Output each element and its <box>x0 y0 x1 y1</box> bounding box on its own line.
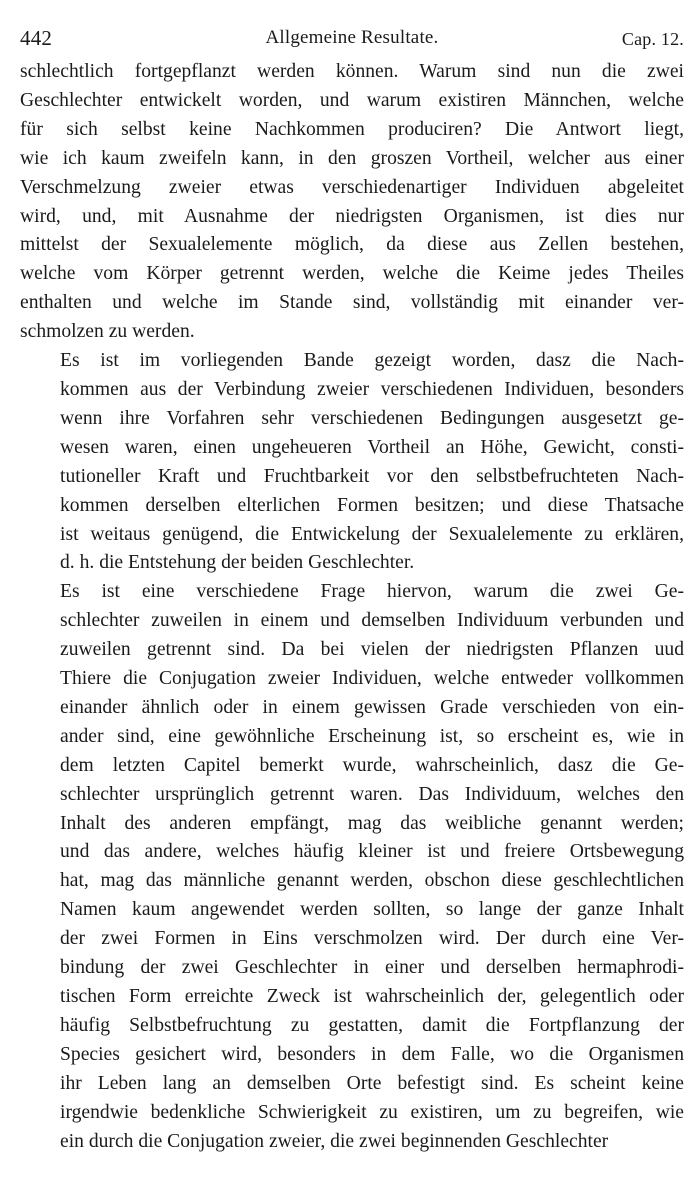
text-line: Es ist eine verschiedene Frage hiervon, warum die zwei Ge- <box>60 581 684 603</box>
text-line: Geschlechter entwickelt worden, und warum existiren Männchen, welche <box>20 89 684 111</box>
body-text <box>20 58 684 1156</box>
text-line: wenn ihre Vorfahren sehr verschiedenen Bedingungen ausgesetzt ge- <box>60 407 684 429</box>
text-line: wie ich kaum zweifeln kann, in den groszen Vortheil, welcher aus einer <box>20 147 684 169</box>
text-line: hat, mag das männliche genannt werden, obschon diese geschlechtlichen <box>60 870 684 892</box>
text-line: und das andere, welches häufig kleiner ist und freiere Ortsbewegung <box>60 841 684 863</box>
text-line: Verschmelzung zweier etwas verschiedenartiger Individuen abgeleitet <box>20 176 684 198</box>
page-number: 442 <box>20 26 53 50</box>
text-line: der zwei Formen in Eins verschmolzen wird. Der durch eine Ver- <box>60 928 684 950</box>
text-line: zuweilen getrennt sind. Da bei vielen der niedrigsten Pflanzen uud <box>60 639 684 661</box>
text-line: mittelst der Sexualelemente möglich, da diese aus Zellen bestehen, <box>20 234 684 256</box>
text-line: schlechter ursprünglich getrennt waren. Das Individuum, welches den <box>60 783 684 805</box>
book-page <box>20 24 684 1156</box>
paragraph <box>20 578 684 1156</box>
text-line: ein durch die Conjugation zweier, die zwei beginnenden Geschlechter <box>60 1130 609 1152</box>
text-line: tischen Form erreichte Zweck ist wahrscheinlich der, gelegentlich oder <box>60 986 684 1007</box>
text-line: ihr Leben lang an demselben Orte befestigt sind. Es scheint keine <box>60 1072 684 1094</box>
text-line: ander sind, eine gewöhnliche Erscheinung ist, so erscheint es, wie in <box>60 725 684 747</box>
text-line: dem letzten Capitel bemerkt wurde, wahrscheinlich, dasz die Ge- <box>60 754 684 776</box>
chapter-label: Cap. 12. <box>621 29 684 49</box>
text-line: schlechtlich fortgepflanzt werden können. Warum sind nun die zwei <box>20 61 684 82</box>
text-line: für sich selbst keine Nachkommen produciren? Die Antwort liegt, <box>20 118 684 140</box>
text-line: welche vom Körper getrennt werden, welche die Keime jedes Theiles <box>20 263 684 285</box>
text-line: Es ist im vorliegenden Bande gezeigt worden, dasz die Nach- <box>60 350 684 372</box>
text-line: kommen derselben elterlichen Formen besitzen; und diese Thatsache <box>60 494 684 516</box>
text-line: d. h. die Entstehung der beiden Geschlechter. <box>60 552 415 574</box>
text-line: wird, und, mit Ausnahme der niedrigsten Organismen, ist dies nur <box>20 205 684 227</box>
text-line: ist weitaus genügend, die Entwickelung der Sexualelemente zu erklären, <box>60 523 684 545</box>
text-line: Namen kaum angewendet werden sollten, so lange der ganze Inhalt <box>60 899 684 921</box>
text-line: schlechter zuweilen in einem und demselben Individuum verbunden und <box>60 610 684 632</box>
text-line: irgendwie bedenkliche Schwierigkeit zu existiren, um zu begreifen, wie <box>60 1101 684 1123</box>
text-line: einander ähnlich oder in einem gewissen Grade verschieden von ein- <box>60 696 684 718</box>
text-line: wesen waren, einen ungeheueren Vortheil an Höhe, Gewicht, consti- <box>60 436 684 458</box>
text-line: Inhalt des anderen empfängt, mag das weibliche genannt werden; <box>60 812 684 834</box>
text-line: Species gesichert wird, besonders in dem Falle, wo die Organismen <box>60 1043 684 1065</box>
paragraph <box>20 347 684 578</box>
text-line: tutioneller Kraft und Fruchtbarkeit vor den selbstbefruchteten Nach- <box>60 465 684 487</box>
text-line: häufig Selbstbefruchtung zu gestatten, damit die Fortpflanzung der <box>60 1014 684 1036</box>
text-line: schmolzen zu werden. <box>20 321 195 343</box>
paragraph <box>20 58 684 347</box>
text-line: kommen aus der Verbindung zweier verschiedenen Individuen, besonders <box>60 378 684 400</box>
text-line: Thiere die Conjugation zweier Individuen, welche entweder vollkommen <box>60 668 684 690</box>
text-line: enthalten und welche im Stande sind, vollständig mit einander ver- <box>20 292 684 314</box>
text-line: bindung der zwei Geschlechter in einer und derselben hermaphrodi- <box>60 957 684 979</box>
running-header <box>20 24 684 58</box>
running-title: Allgemeine Resultate. <box>265 27 439 48</box>
